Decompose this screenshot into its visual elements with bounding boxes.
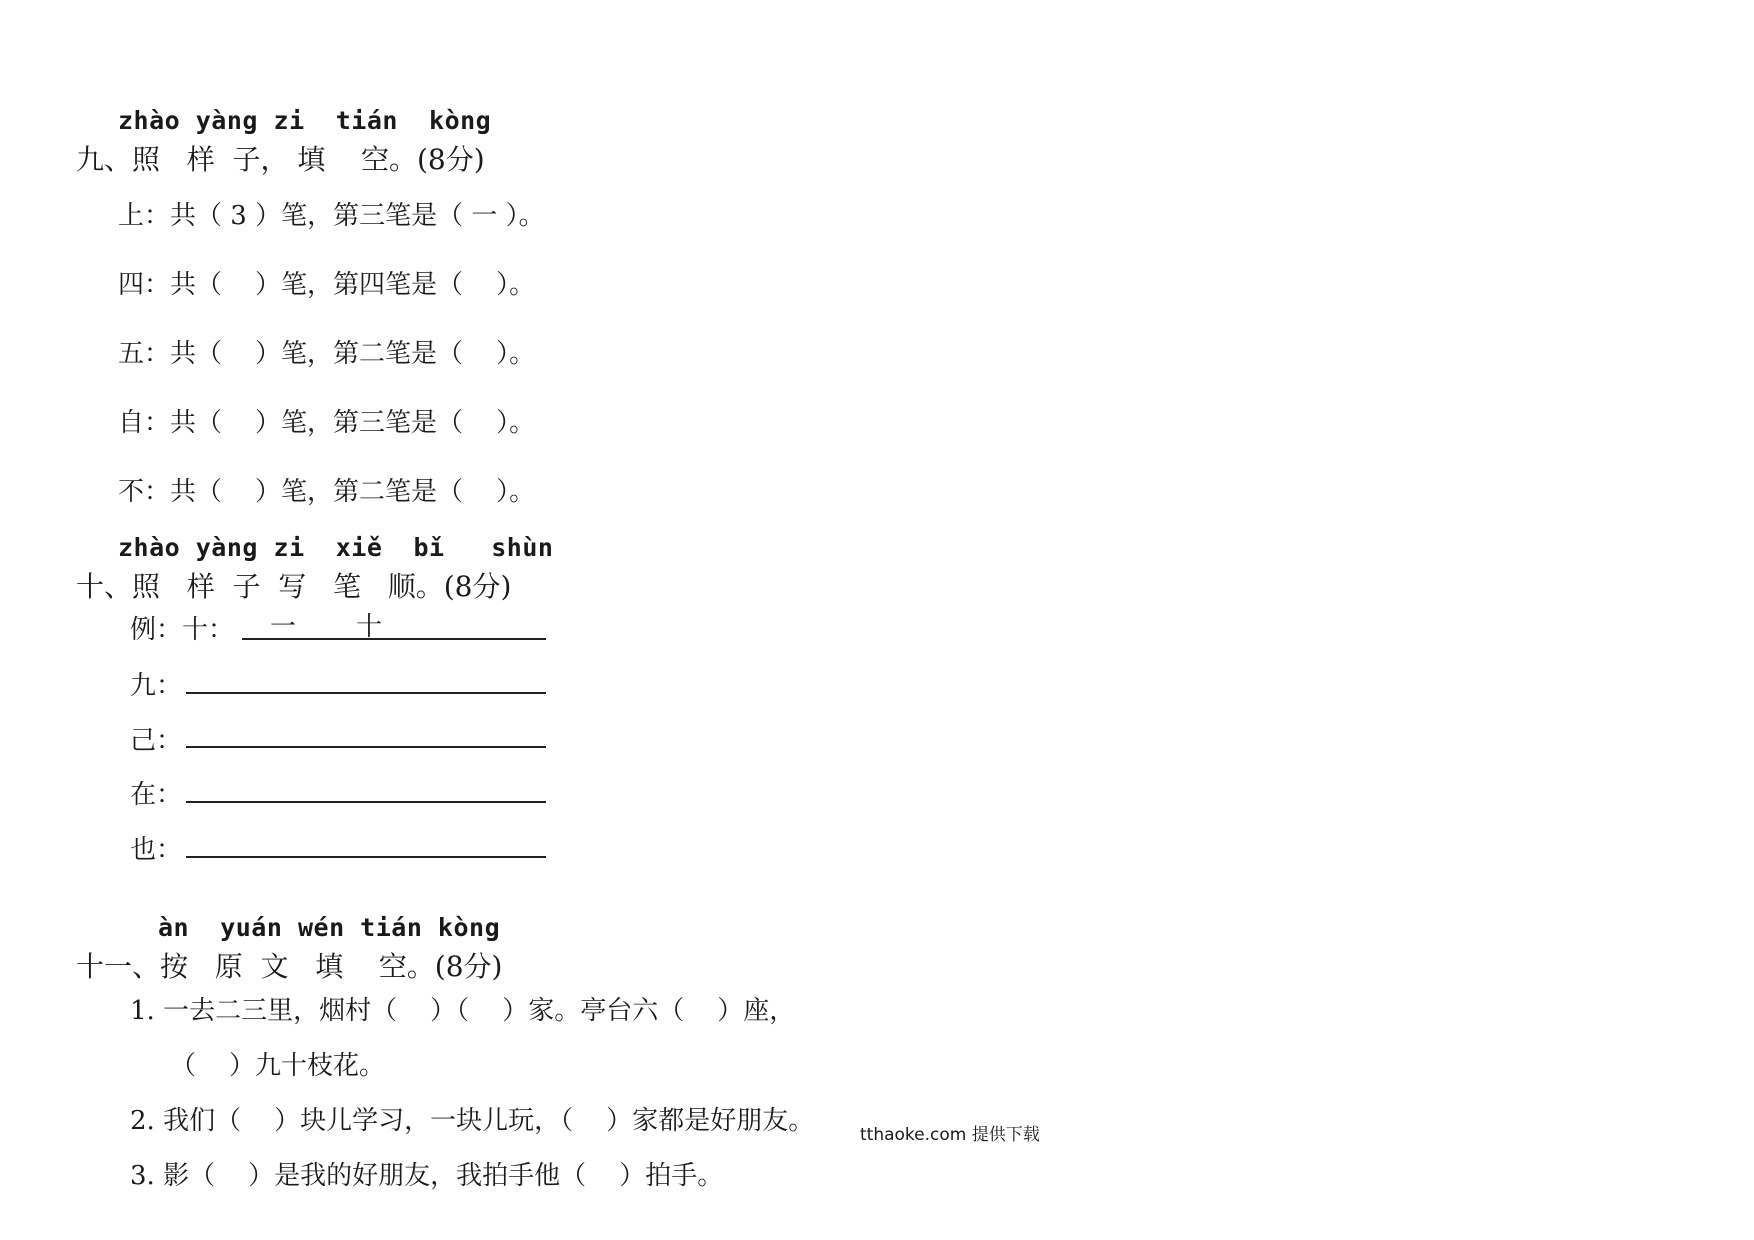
section9-row: 四：共（ ）笔，第四笔是（ ）。 xyxy=(118,270,536,300)
section10-pinyin: zhào yàng zi xiě bǐ shùn xyxy=(118,533,554,562)
section9-pinyin: zhào yàng zi tián kòng xyxy=(118,106,492,135)
stroke-answer-line[interactable] xyxy=(186,856,546,858)
example-label: 例：十： xyxy=(130,615,235,645)
section11-item: 3. 影（ ）是我的好朋友，我拍手他（ ）拍手。 xyxy=(130,1161,724,1191)
section9-row: 五：共（ ）笔，第二笔是（ ）。 xyxy=(118,339,536,369)
section9-row: 自：共（ ）笔，第三笔是（ ）。 xyxy=(118,408,536,438)
stroke-answer-line[interactable] xyxy=(186,692,546,694)
section9-row: 不：共（ ）笔，第二笔是（ ）。 xyxy=(118,477,536,507)
stroke-label: 己： xyxy=(130,726,183,756)
section10-title: 十、照 样 子 写 笔 顺。(8分) xyxy=(76,570,512,603)
stroke-label: 九： xyxy=(130,671,183,701)
section11-item: （ ）九十枝花。 xyxy=(170,1051,386,1081)
section9-title: 九、照 样 子， 填 空。(8分) xyxy=(76,143,485,176)
section11-title: 十一、按 原 文 填 空。(8分) xyxy=(76,950,503,983)
section9-row: 上：共（ 3 ）笔，第三笔是（ 一 ）。 xyxy=(118,201,545,231)
stroke-answer-line[interactable] xyxy=(186,746,546,748)
example-stroke: 一 xyxy=(270,612,297,642)
stroke-label: 也： xyxy=(130,835,183,865)
section11-item: 1. 一去二三里，烟村（ ）（ ）家。亭台六（ ）座， xyxy=(130,996,796,1026)
watermark-text: tthaoke.com 提供下载 xyxy=(860,1125,1040,1145)
section11-pinyin: àn yuán wén tián kòng xyxy=(158,913,501,942)
stroke-label: 在： xyxy=(130,780,183,810)
section11-item: 2. 我们（ ）块儿学习，一块儿玩，（ ）家都是好朋友。 xyxy=(130,1106,815,1136)
stroke-answer-line[interactable] xyxy=(186,801,546,803)
example-stroke: 十 xyxy=(356,612,383,642)
